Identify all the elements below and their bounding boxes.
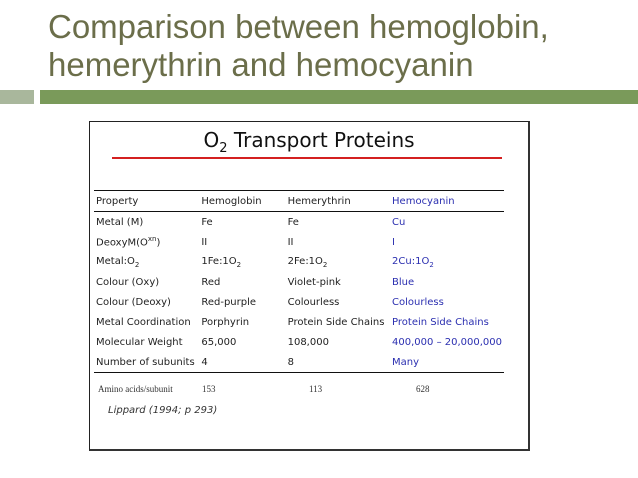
cell-hemocyanin: Cu [392,216,406,228]
figure-image [89,121,530,451]
table-row [94,332,504,352]
cell-hemocyanin: 400,000 – 20,000,000 [392,336,502,348]
figure-title-underline [112,157,502,159]
cell-hemocyanin: Colourless [392,296,444,308]
header-hemoglobin: Hemoglobin [201,195,262,207]
header-hemocyanin: Hemocyanin [392,195,455,207]
title-rule-accent [0,90,34,104]
cell-hemocyanin: Many [392,356,420,368]
cell-hemoglobin: Red [201,276,221,288]
header-hemerythrin: Hemerythrin [287,195,351,207]
cell-hemocyanin: $2Cu:1O_2$ [392,255,434,269]
amino-hemocyanin: 628 [416,384,430,394]
table-row [94,312,504,332]
cell-property: Colour (Oxy) [96,276,160,288]
cell-hemerythrin: 8 [287,356,294,368]
cell-property: Colour (Deoxy) [96,296,171,308]
table-row [94,352,504,373]
cell-hemerythrin: Violet-pink [287,276,341,288]
cell-property: Molecular Weight [96,336,183,348]
cell-property: Number of subunits [96,356,195,368]
cell-hemerythrin: $2Fe:1O_2$ [287,255,328,269]
slide-title [48,8,628,84]
cell-hemoglobin: $1Fe:1O_2$ [201,255,242,269]
cell-hemoglobin: Red-purple [201,296,257,308]
cell-property: $Metal:O_2$ [96,255,140,269]
cell-hemocyanin: I [392,236,395,248]
figure-title: $O_2$ Transport Proteins [203,128,415,156]
cell-property: Metal Coordination [96,316,191,328]
table-row [94,212,504,233]
cell-hemoglobin: II [201,236,208,248]
cell-hemocyanin: Blue [392,276,415,288]
amino-hemerythrin: 113 [309,384,323,394]
table-row [94,232,504,252]
table-header-row [94,191,504,212]
cell-hemoglobin: 4 [201,356,208,368]
table-row [94,272,504,292]
cell-hemerythrin: 108,000 [287,336,329,348]
cell-property: Metal (M) [96,216,144,228]
citation: Lippard (1994; p 293) [108,405,218,416]
properties-table [94,190,504,373]
table-row [94,252,504,272]
header-property: Property [96,195,139,207]
cell-hemocyanin: Protein Side Chains [392,316,489,328]
amino-hemoglobin: 153 [202,384,216,394]
table-row [94,292,504,312]
amino-label: Amino acids/subunit [98,384,173,394]
cell-hemoglobin: Porphyrin [201,316,250,328]
cell-hemoglobin: Fe [201,216,213,228]
cell-hemoglobin: 65,000 [201,336,237,348]
cell-hemerythrin: Protein Side Chains [287,316,385,328]
slide-title-line2: hemerythrin and hemocyanin [48,46,474,83]
cell-property: $DeoxyM(O^{xn})$ [96,235,161,249]
cell-hemerythrin: Fe [287,216,299,228]
slide-title-line1: Comparison between hemoglobin, [48,8,549,45]
cell-hemerythrin: Colourless [287,296,340,308]
cell-hemerythrin: II [287,236,294,248]
title-rule [40,90,638,104]
